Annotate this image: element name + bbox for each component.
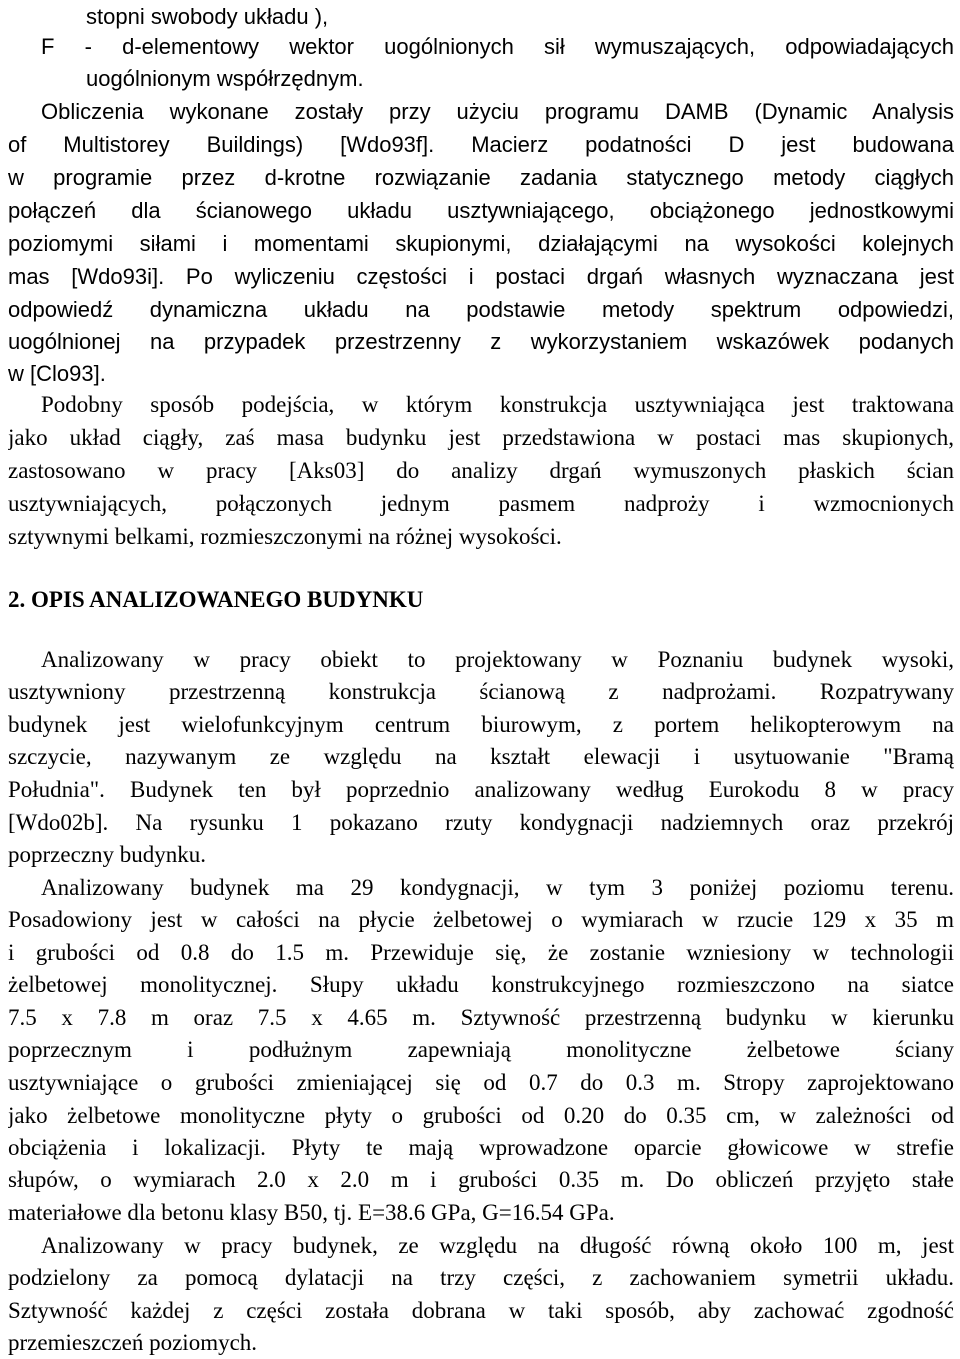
text-line: Sztywność każdej z części została dobrana w taki sposób, aby zachować zgodność [8,1298,954,1323]
text-line: i grubości od 0.8 do 1.5 m. Przewiduje się, że zostanie wzniesiony w technologii [8,940,954,965]
text-line: usztywniony przestrzenną konstrukcja ścianową z nadprożami. Rozpatrywany [8,679,954,704]
text-line: usztywniające o grubości zmieniającej się od 0.7 do 0.3 m. Stropy zaprojektowano [8,1070,954,1095]
text-line: obciążenia i lokalizacji. Płyty te mają wprowadzone oparcie głowicowe w strefie [8,1135,954,1160]
text-line: usztywniających, połączonych jednym pasmem nadproży i wzmocnionych [8,491,954,516]
text-line: odpowiedź dynamiczna układu na podstawie metody spektrum odpowiedzi, [8,297,954,322]
text-line: Posadowiony jest w całości na płycie żelbetowej o wymiarach w rzucie 129 x 35 m [8,907,954,932]
text-line: przemieszczeń poziomych. [8,1330,258,1355]
text-line: w [Clo93]. [8,361,106,386]
text-line: Analizowany budynek ma 29 kondygnacji, w tym 3 poniżej poziomu terenu. [41,875,954,900]
text-line: mas [Wdo93i]. Po wyliczeniu częstości i postaci drgań własnych wyznaczana jest [8,264,954,289]
text-line: poprzeczny budynku. [8,842,206,867]
text-line: uogólnionej na przypadek przestrzenny z wykorzystaniem wskazówek podanych [8,329,954,354]
text-line: Obliczenia wykonane zostały przy użyciu programu DAMB (Dynamic Analysis [41,99,954,124]
section-heading: 2. OPIS ANALIZOWANEGO BUDYNKU [8,587,424,612]
text-line: szczycie, nazywanym ze względu na kształt elewacji i usytuowanie "Bramą [8,744,954,769]
text-line: materiałowe dla betonu klasy B50, tj. E=38.6 GPa, G=16.54 GPa. [8,1200,615,1225]
text-line: połączeń dla ścianowego układu usztywniającego, obciążonego jednostkowymi [8,198,954,223]
text-line: słupów, o wymiarach 2.0 x 2.0 m i grubości 0.35 m. Do obliczeń przyjęto stałe [8,1167,954,1192]
text-line: [Wdo02b]. Na rysunku 1 pokazano rzuty kondygnacji nadziemnych oraz przekrój [8,810,954,835]
text-line: w programie przez d-krotne rozwiązanie zadania statycznego metody ciągłych [8,165,954,190]
text-line: żelbetowej monolitycznej. Słupy układu konstrukcyjnego rozmieszczono na siatce [8,972,954,997]
text-line: podzielony za pomocą dylatacji na trzy części, z zachowaniem symetrii układu. [8,1265,954,1290]
text-line: Analizowany w pracy budynek, ze względu na długość równą około 100 m, jest [41,1233,954,1258]
text-line: Podobny sposób podejścia, w którym konstrukcja usztywniająca jest traktowana [41,392,954,417]
text-line: uogólnionym współrzędnym. [86,66,364,91]
text-line: poprzecznym i podłużnym zapewniają monolityczne żelbetowe ściany [8,1037,954,1062]
text-line: zastosowano w pracy [Aks03] do analizy drgań wymuszonych płaskich ścian [8,458,954,483]
text-line: jako układ ciągły, zaś masa budynku jest przedstawiona w postaci mas skupionych, [8,425,954,450]
text-line: poziomymi siłami i momentami skupionymi, działającymi na wysokości kolejnych [8,231,954,256]
text-line: jako żelbetowe monolityczne płyty o grubości od 0.20 do 0.35 cm, w zależności od [8,1103,954,1128]
text-line: F - d-elementowy wektor uogólnionych sił wymuszających, odpowiadających [41,34,954,59]
text-line: budynek jest wielofunkcyjnym centrum biurowym, z portem helikopterowym na [8,712,954,737]
text-line: of Multistorey Buildings) [Wdo93f]. Macierz podatności D jest budowana [8,132,954,157]
text-line: Analizowany w pracy obiekt to projektowany w Poznaniu budynek wysoki, [41,647,954,672]
text-line: 7.5 x 7.8 m oraz 7.5 x 4.65 m. Sztywność przestrzenną budynku w kierunku [8,1005,954,1030]
text-line: Południa". Budynek ten był poprzednio analizowany według Eurokodu 8 w pracy [8,777,954,802]
text-line: stopni swobody układu ), [86,4,329,29]
text-line: sztywnymi belkami, rozmieszczonymi na różnej wysokości. [8,524,562,549]
